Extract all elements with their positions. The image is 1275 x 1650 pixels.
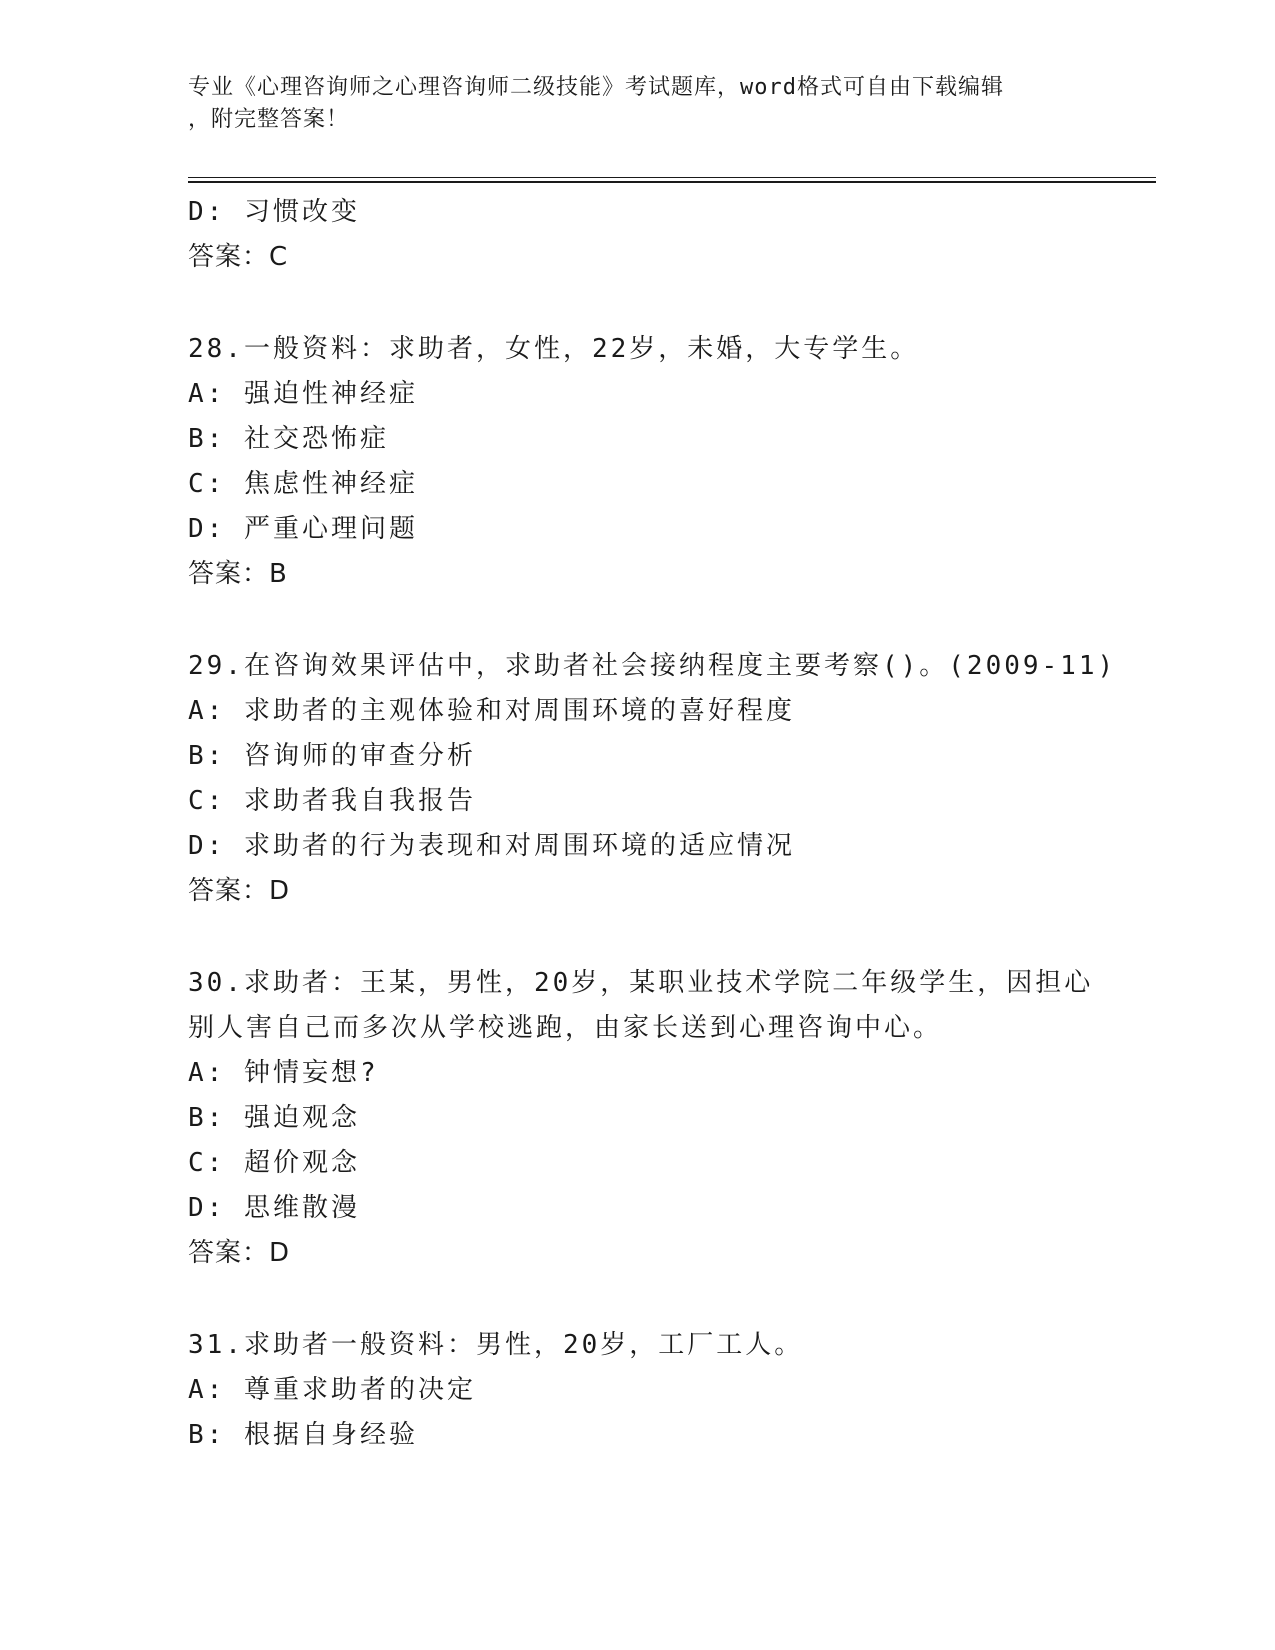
document-body xyxy=(188,190,1118,1458)
header-divider-thick xyxy=(188,181,1156,183)
question-30 xyxy=(188,961,1118,1276)
answer-line: 答案：D xyxy=(188,876,291,906)
question-31 xyxy=(188,1323,1118,1458)
option-a: A: 强迫性神经症 xyxy=(188,379,418,409)
option-a: A: 钟情妄想? xyxy=(188,1058,379,1088)
question-stem: 28.一般资料：求助者，女性，22岁，未婚，大专学生。 xyxy=(188,334,920,364)
question-stem-line-1: 30.求助者：王某，男性，20岁，某职业技术学院二年级学生，因担心 xyxy=(188,968,1094,998)
option-a: A: 求助者的主观体验和对周围环境的喜好程度 xyxy=(188,696,795,726)
option-c: C: 超价观念 xyxy=(188,1148,360,1178)
answer-line: 答案：D xyxy=(188,1238,291,1268)
answer-line: 答案：C xyxy=(188,242,289,272)
option-d: D: 严重心理问题 xyxy=(188,514,418,544)
option-b: B: 咨询师的审查分析 xyxy=(188,741,476,771)
option-d: D: 习惯改变 xyxy=(188,197,360,227)
header-line-2: ，附完整答案！ xyxy=(188,107,350,132)
question-stem-line-2: 别人害自己而多次从学校逃跑，由家长送到心理咨询中心。 xyxy=(188,1013,943,1043)
option-a: A: 尊重求助者的决定 xyxy=(188,1375,476,1405)
option-b: B: 根据自身经验 xyxy=(188,1420,418,1450)
option-c: C: 求助者我自我报告 xyxy=(188,786,476,816)
answer-line: 答案：B xyxy=(188,559,288,589)
option-c: C: 焦虑性神经症 xyxy=(188,469,418,499)
question-stem: 29.在咨询效果评估中，求助者社会接纳程度主要考察()。(2009-11) xyxy=(188,651,1117,681)
question-29 xyxy=(188,644,1118,914)
option-d: D: 思维散漫 xyxy=(188,1193,360,1223)
question-stem: 31.求助者一般资料：男性，20岁，工厂工人。 xyxy=(188,1330,804,1360)
document-header xyxy=(188,72,1088,136)
option-d: D: 求助者的行为表现和对周围环境的适应情况 xyxy=(188,831,795,861)
question-28 xyxy=(188,327,1118,597)
header-divider-thin xyxy=(188,177,1156,178)
header-line-1: 专业《心理咨询师之心理咨询师二级技能》考试题库，word格式可自由下载编辑 xyxy=(188,75,1004,100)
option-b: B: 强迫观念 xyxy=(188,1103,360,1133)
option-b: B: 社交恐怖症 xyxy=(188,424,389,454)
